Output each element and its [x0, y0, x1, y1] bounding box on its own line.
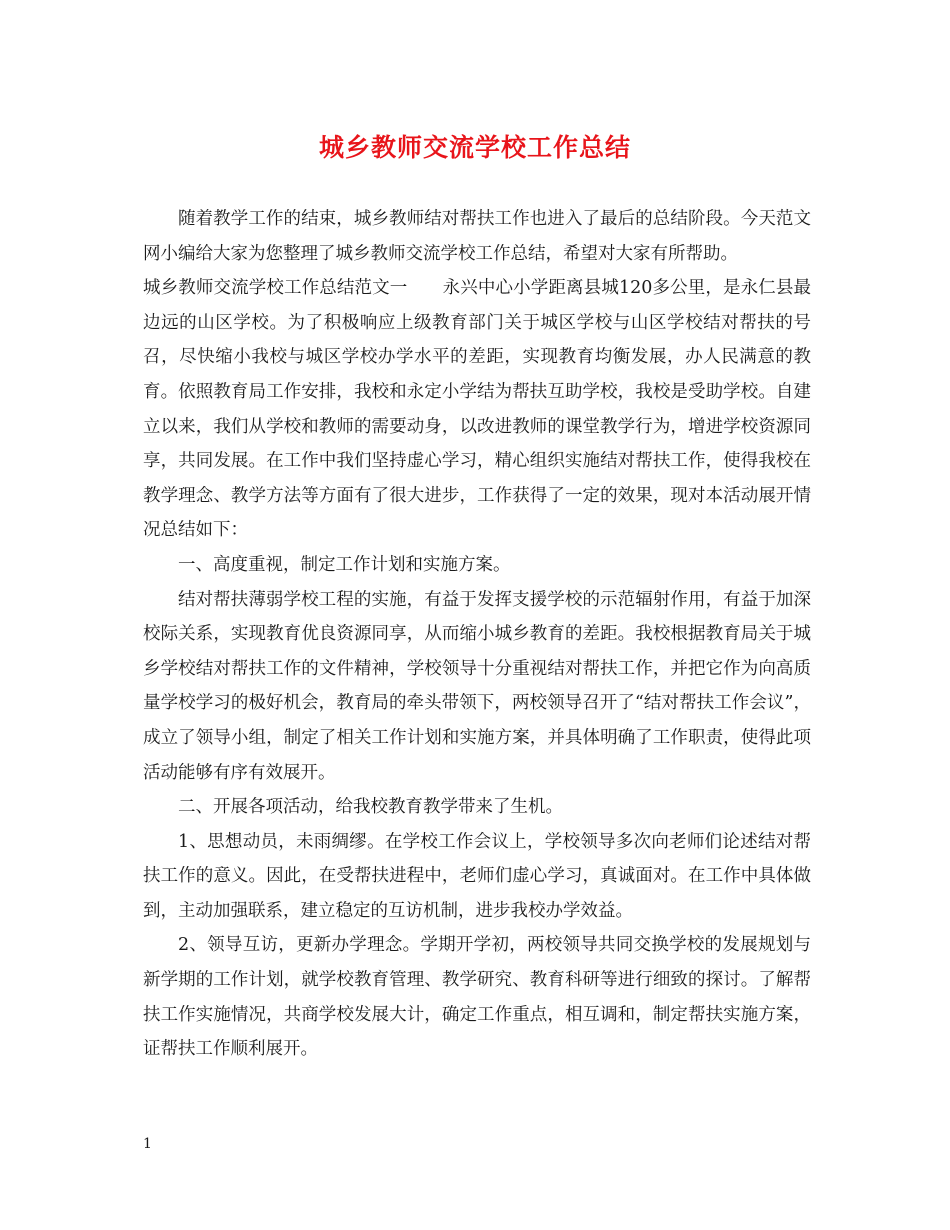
paragraph: 1、思想动员，未雨绸缪。在学校工作会议上，学校领导多次向老师们论述结对帮扶工作的意义。因此，在受帮扶进程中，老师们虚心学习，真诚面对。在工作中具体做到，主动加强联系，建立稳定的互访机制，进步我校办学效益。 — [143, 831, 811, 921]
section-heading: 一、高度重视，制定工作计划和实施方案。 — [178, 554, 511, 575]
paragraph: 随着教学工作的结束，城乡教师结对帮扶工作也进入了最后的总结阶段。今天范文网小编给大家为您整理了城乡教师交流学校工作总结，希望对大家有所帮助。 — [143, 209, 811, 264]
document-body — [143, 202, 811, 1067]
page-number: 1 — [143, 1136, 152, 1152]
paragraph: 2、领导互访，更新办学理念。学期开学初，两校领导共同交换学校的发展规划与新学期的工作计划，就学校教育管理、教学研究、教育科研等进行细致的探讨。了解帮扶工作实施情况，共商学校发展大计，确定工作重点，相互调和，制定帮扶实施方案，证帮扶工作顺利展开。 — [143, 935, 811, 1060]
document-title: 城乡教师交流学校工作总结 — [318, 133, 631, 162]
paragraph: 城乡教师交流学校工作总结范文一 永兴中心小学距离县城120多公里，是永仁县最边远的山区学校。为了积极响应上级教育部门关于城区学校与山区学校结对帮扶的号召，尽快缩小我校与城区学校办学水平的差距，实现教育均衡发展，办人民满意的教育。依照教育局工作安排，我校和永定小学结为帮扶互助学校，我校是受助学校。自建立以来，我们从学校和教师的需要动身，以改进教师的课堂教学行为，增进学校资源同享，共同发展。在工作中我们坚持虚心学习，精心组织实施结对帮扶工作，使得我校在教学理念、教学方法等方面有了很大进步，工作获得了一定的效果，现对本活动展开情况总结如下： — [143, 278, 811, 541]
paragraph: 结对帮扶薄弱学校工程的实施，有益于发挥支援学校的示范辐射作用，有益于加深校际关系，实现教育优良资源同享，从而缩小城乡教育的差距。我校根据教育局关于城乡学校结对帮扶工作的文件精神，学校领导十分重视结对帮扶工作，并把它作为向高质量学校学习的极好机会，教育局的牵头带领下，两校领导召开了“结对帮扶工作会议”，成立了领导小组，制定了相关工作计划和实施方案，并具体明确了工作职责，使得此项活动能够有序有效展开。 — [143, 589, 811, 783]
section-heading: 二、开展各项活动，给我校教育教学带来了生机。 — [178, 797, 563, 818]
